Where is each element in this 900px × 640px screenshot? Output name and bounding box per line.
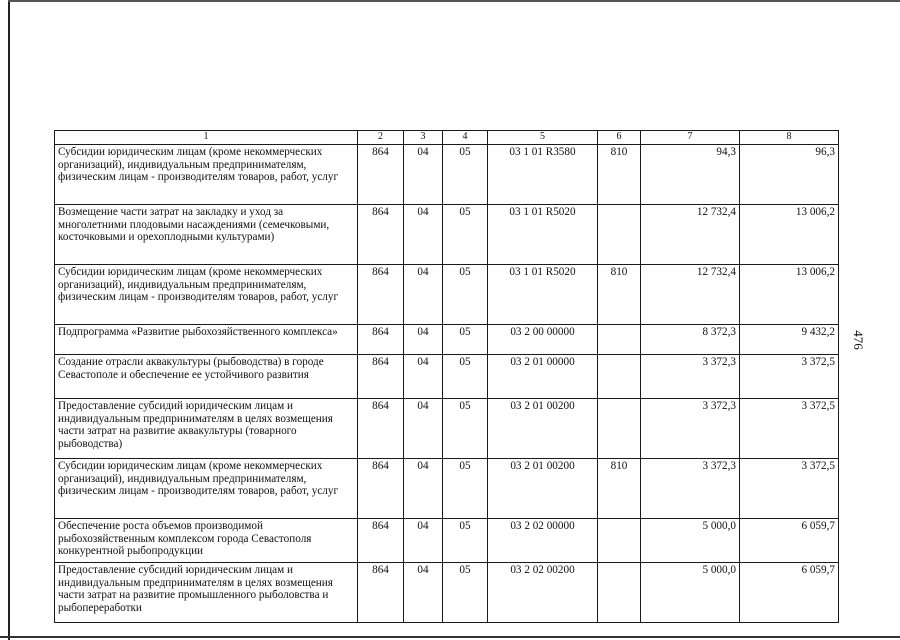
column-header: 8 xyxy=(740,131,839,145)
column-header: 2 xyxy=(358,131,404,145)
row-name: Субсидии юридическим лицам (кроме некоммерческих организаций), индивидуальным предпринимателям, физическим лицам - производителям товаров, работ, услуг xyxy=(55,145,358,205)
section-code: 04 xyxy=(404,459,443,519)
ministry-code: 864 xyxy=(358,459,404,519)
section-code: 04 xyxy=(404,399,443,459)
column-header: 1 xyxy=(55,131,358,145)
section-code: 04 xyxy=(404,265,443,325)
target-article-code: 03 2 02 00200 xyxy=(488,563,598,623)
amount-col7: 3 372,3 xyxy=(641,355,740,399)
amount-col8: 3 372,5 xyxy=(740,459,839,519)
scan-edge-bottom xyxy=(0,636,900,638)
amount-col7: 5 000,0 xyxy=(641,519,740,563)
subsection-code: 05 xyxy=(443,519,488,563)
expense-type-code xyxy=(598,563,641,623)
target-article-code: 03 1 01 R5020 xyxy=(488,205,598,265)
budget-table xyxy=(54,130,839,623)
amount-col7: 8 372,3 xyxy=(641,325,740,355)
table-header-row xyxy=(55,131,839,145)
row-name: Обеспечение роста объемов производимой рыбохозяйственным комплексом города Севастополя конкурентной рыбопродукции xyxy=(55,519,358,563)
row-name: Создание отрасли аквакультуры (рыбоводства) в городе Севастополе и обеспечение ее устойчивого развития xyxy=(55,355,358,399)
table-row xyxy=(55,355,839,399)
target-article-code: 03 1 01 R5020 xyxy=(488,265,598,325)
section-code: 04 xyxy=(404,519,443,563)
page-number: 476 xyxy=(850,330,866,350)
subsection-code: 05 xyxy=(443,145,488,205)
subsection-code: 05 xyxy=(443,205,488,265)
ministry-code: 864 xyxy=(358,519,404,563)
subsection-code: 05 xyxy=(443,325,488,355)
table-row xyxy=(55,459,839,519)
section-code: 04 xyxy=(404,145,443,205)
expense-type-code xyxy=(598,205,641,265)
target-article-code: 03 2 00 00000 xyxy=(488,325,598,355)
row-name: Предоставление субсидий юридическим лицам и индивидуальным предпринимателям в целях возмещения части затрат на развитие промышленного рыболовства и рыбопереработки xyxy=(55,563,358,623)
ministry-code: 864 xyxy=(358,563,404,623)
table-row xyxy=(55,563,839,623)
ministry-code: 864 xyxy=(358,325,404,355)
amount-col7: 12 732,4 xyxy=(641,265,740,325)
section-code: 04 xyxy=(404,325,443,355)
expense-type-code xyxy=(598,519,641,563)
column-header: 6 xyxy=(598,131,641,145)
table-row xyxy=(55,205,839,265)
section-code: 04 xyxy=(404,563,443,623)
column-header: 5 xyxy=(488,131,598,145)
ministry-code: 864 xyxy=(358,265,404,325)
table-row xyxy=(55,399,839,459)
table-row xyxy=(55,325,839,355)
column-header: 3 xyxy=(404,131,443,145)
column-header: 4 xyxy=(443,131,488,145)
amount-col7: 3 372,3 xyxy=(641,399,740,459)
row-name: Предоставление субсидий юридическим лицам и индивидуальным предпринимателям в целях возмещения части затрат на развитие аквакультуры (товарного рыбоводства) xyxy=(55,399,358,459)
target-article-code: 03 2 01 00000 xyxy=(488,355,598,399)
table-row xyxy=(55,145,839,205)
amount-col8: 6 059,7 xyxy=(740,563,839,623)
amount-col8: 6 059,7 xyxy=(740,519,839,563)
section-code: 04 xyxy=(404,355,443,399)
ministry-code: 864 xyxy=(358,355,404,399)
expense-type-code: 810 xyxy=(598,145,641,205)
expense-type-code: 810 xyxy=(598,265,641,325)
table-row xyxy=(55,265,839,325)
scan-edge-top xyxy=(8,0,900,2)
amount-col8: 13 006,2 xyxy=(740,205,839,265)
amount-col8: 96,3 xyxy=(740,145,839,205)
subsection-code: 05 xyxy=(443,459,488,519)
amount-col7: 3 372,3 xyxy=(641,459,740,519)
amount-col8: 9 432,2 xyxy=(740,325,839,355)
ministry-code: 864 xyxy=(358,145,404,205)
amount-col8: 13 006,2 xyxy=(740,265,839,325)
row-name: Субсидии юридическим лицам (кроме некоммерческих организаций), индивидуальным предпринимателям, физическим лицам - производителям товаров, работ, услуг xyxy=(55,459,358,519)
target-article-code: 03 2 02 00000 xyxy=(488,519,598,563)
table-row xyxy=(55,519,839,563)
amount-col8: 3 372,5 xyxy=(740,399,839,459)
subsection-code: 05 xyxy=(443,355,488,399)
amount-col8: 3 372,5 xyxy=(740,355,839,399)
expense-type-code xyxy=(598,399,641,459)
section-code: 04 xyxy=(404,205,443,265)
column-header: 7 xyxy=(641,131,740,145)
scan-edge-left xyxy=(8,0,10,640)
row-name: Субсидии юридическим лицам (кроме некоммерческих организаций), индивидуальным предпринимателям, физическим лицам - производителям товаров, работ, услуг xyxy=(55,265,358,325)
ministry-code: 864 xyxy=(358,399,404,459)
ministry-code: 864 xyxy=(358,205,404,265)
expense-type-code: 810 xyxy=(598,459,641,519)
amount-col7: 5 000,0 xyxy=(641,563,740,623)
subsection-code: 05 xyxy=(443,399,488,459)
subsection-code: 05 xyxy=(443,265,488,325)
target-article-code: 03 2 01 00200 xyxy=(488,399,598,459)
expense-type-code xyxy=(598,325,641,355)
row-name: Возмещение части затрат на закладку и уход за многолетними плодовыми насаждениями (семечковыми, косточковыми и орехоплодными культурами) xyxy=(55,205,358,265)
subsection-code: 05 xyxy=(443,563,488,623)
target-article-code: 03 1 01 R3580 xyxy=(488,145,598,205)
row-name: Подпрограмма «Развитие рыбохозяйственного комплекса» xyxy=(55,325,358,355)
expense-type-code xyxy=(598,355,641,399)
target-article-code: 03 2 01 00200 xyxy=(488,459,598,519)
amount-col7: 94,3 xyxy=(641,145,740,205)
amount-col7: 12 732,4 xyxy=(641,205,740,265)
